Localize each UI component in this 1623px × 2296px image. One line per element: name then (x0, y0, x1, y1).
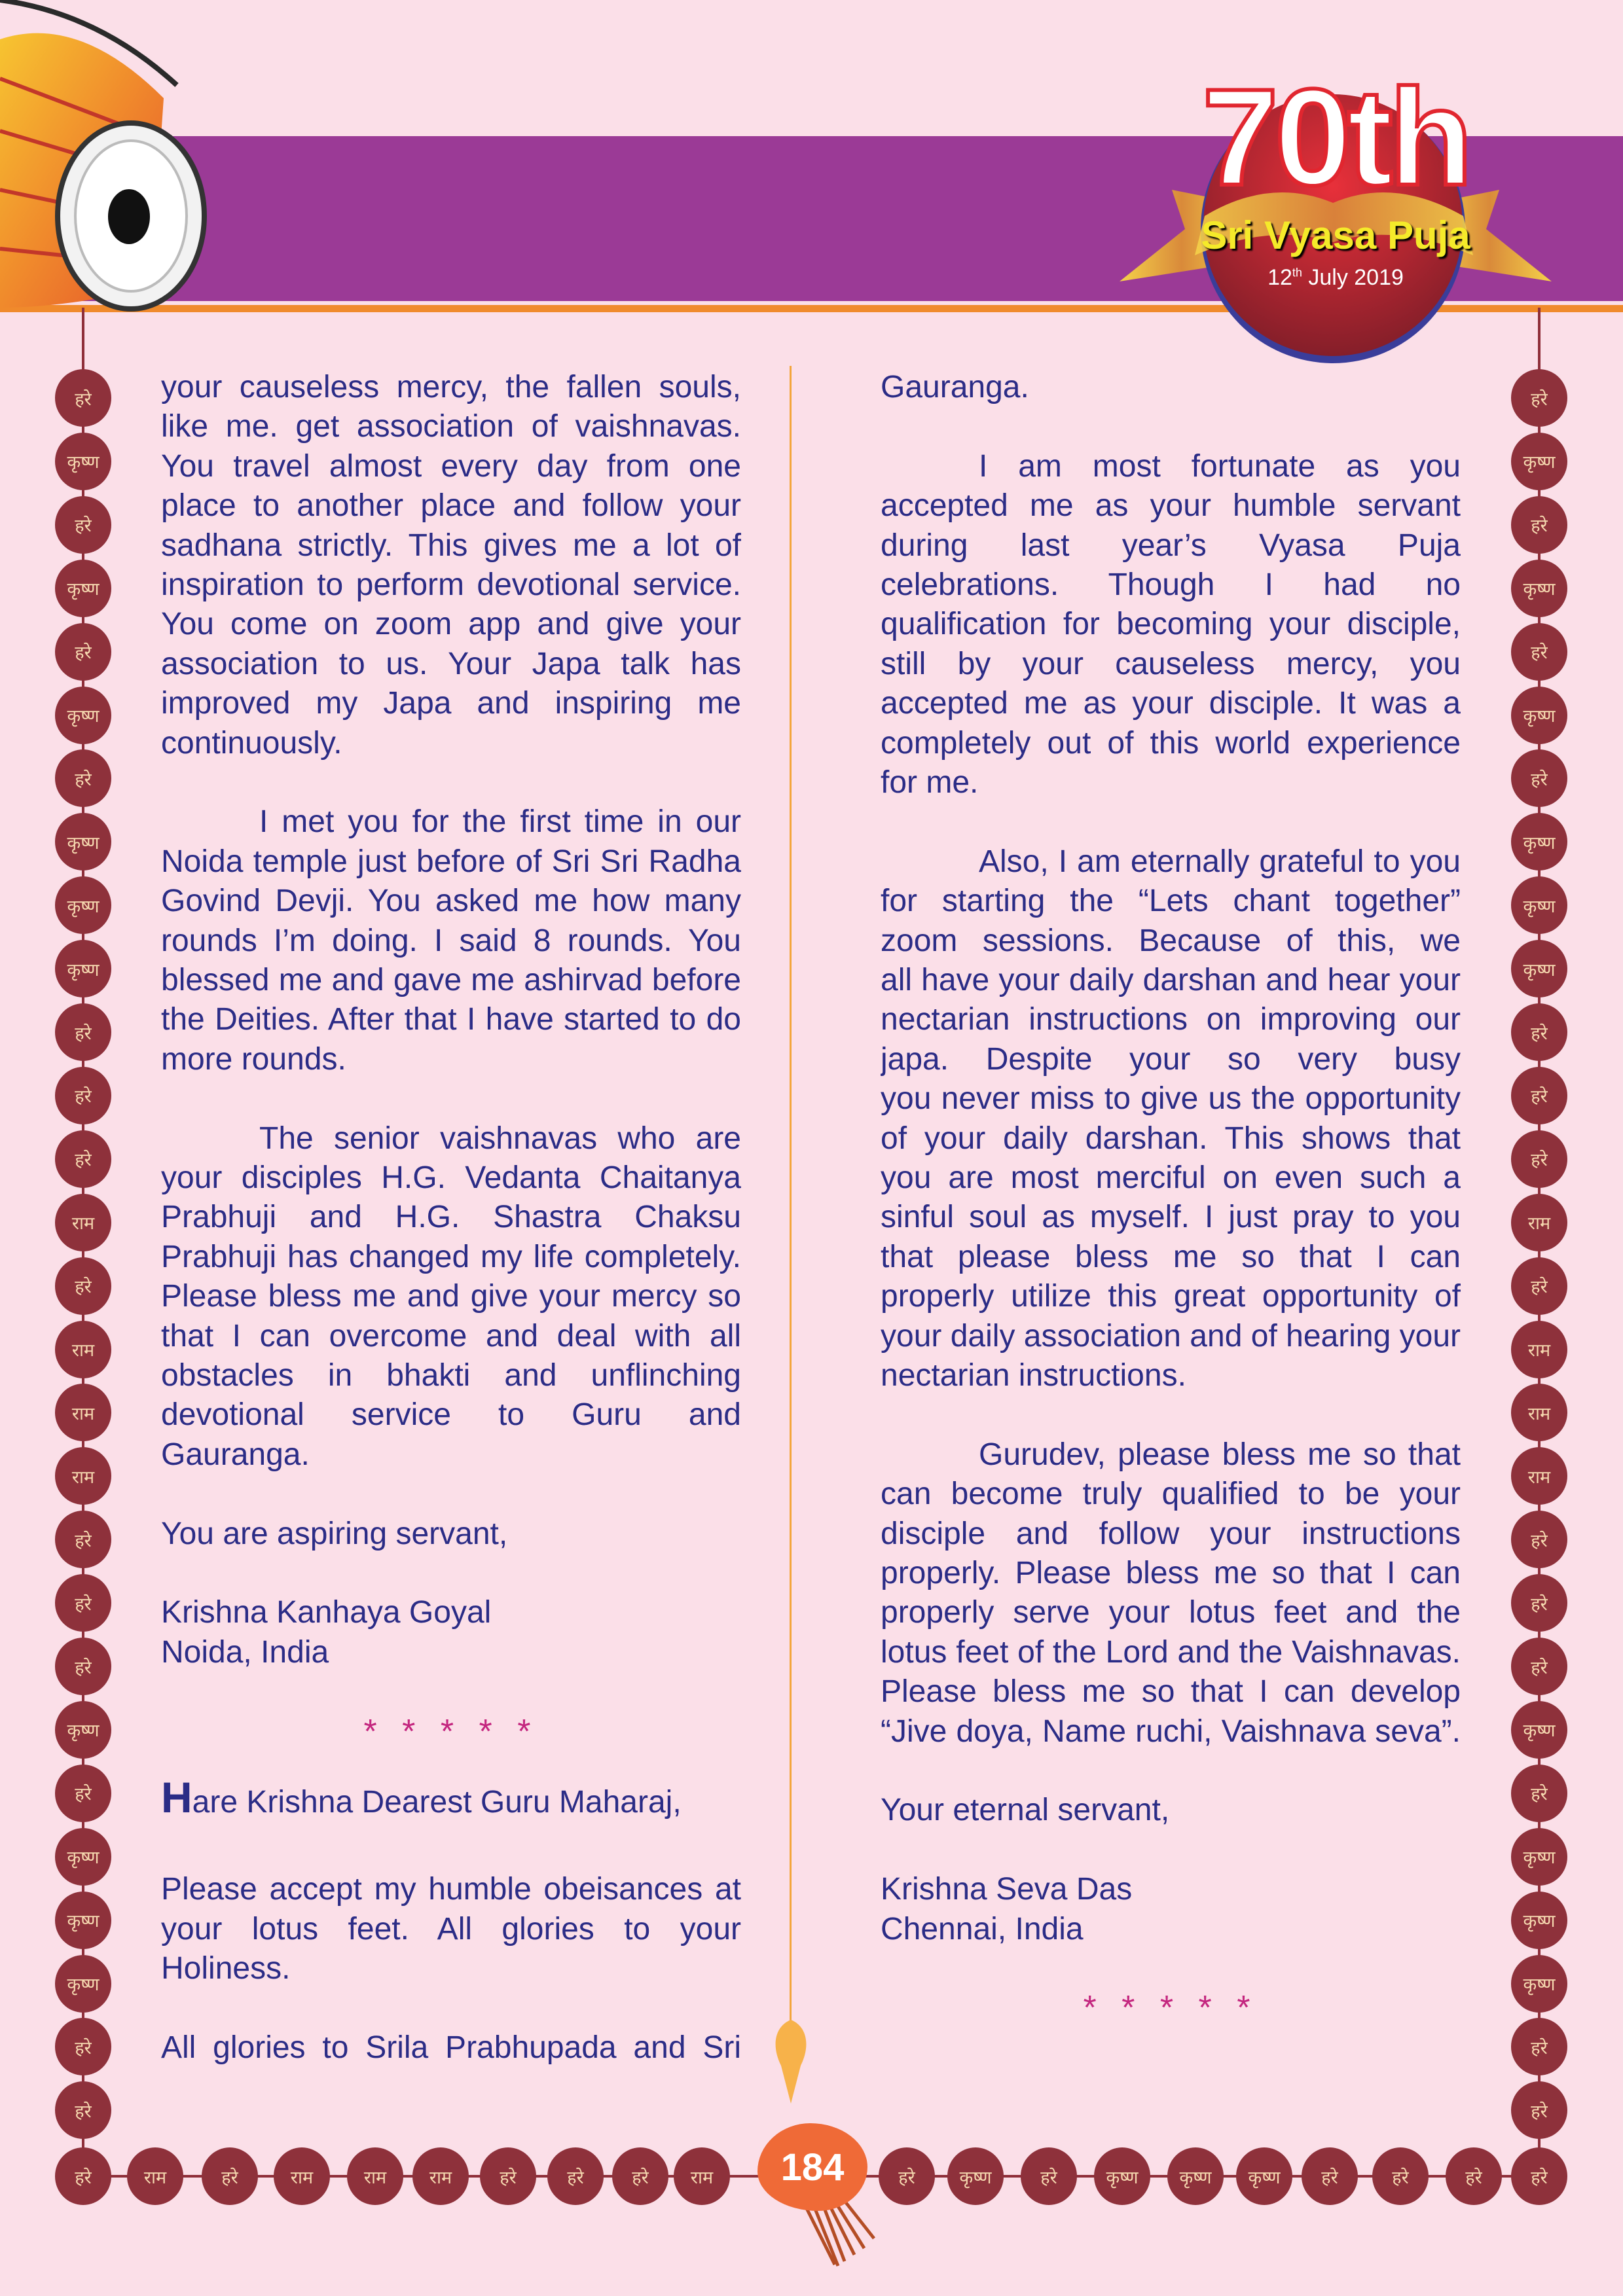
text-line: place to another place and follow your (161, 488, 741, 524)
text-line: Gauranga. (161, 1437, 310, 1472)
bead: कृष्ण (1511, 433, 1567, 490)
text-line: obstacles in bhakti and unflinching (161, 1358, 741, 1393)
text-line: Please bless me and give your mercy so (161, 1279, 741, 1314)
text-line: Please accept my humble obeisances at (161, 1872, 741, 1907)
text-line: like me. get association of vaishnavas. (161, 409, 741, 444)
bead: राम (1511, 1447, 1567, 1505)
bead: हरे (879, 2147, 935, 2205)
text-line: Gurudev, please bless me so that (979, 1437, 1461, 1472)
text-line: the Deities. After that I have started to do (161, 1002, 741, 1037)
bead: कृष्ण (1511, 687, 1567, 744)
bead: हरे (55, 369, 111, 427)
section-separator-stars: * * * * * (363, 1712, 539, 1751)
bead: कृष्ण (1094, 2147, 1150, 2205)
text-line: association to us. Your Japa talk has (161, 646, 741, 681)
text-line: you never miss to give us the opportunity (881, 1081, 1461, 1117)
text-line: for starting the “Lets chant together” (881, 884, 1461, 919)
bead: कृष्ण (1511, 1701, 1567, 1759)
bead: राम (1511, 1321, 1567, 1378)
section-separator-stars: * * * * * (1083, 1989, 1258, 2028)
text-line: Chennai, India (881, 1911, 1084, 1946)
bead: हरे (55, 1003, 111, 1061)
bead: हरे (55, 1067, 111, 1124)
text-line: Also, I am eternally grateful to you (979, 844, 1461, 879)
logo-date-day: 12 (1267, 265, 1292, 290)
bead: हरे (1511, 369, 1567, 427)
bead: कृष्ण (1167, 2147, 1224, 2205)
bead: राम (55, 1321, 111, 1378)
text-line: nectarian instructions. (881, 1358, 1186, 1393)
bead: हरे (55, 2147, 111, 2205)
bead: कृष्ण (55, 1828, 111, 1886)
bead: हरे (547, 2147, 604, 2205)
text-line: your daily association and of hearing your (881, 1318, 1461, 1354)
bead: कृष्ण (1511, 560, 1567, 617)
bead: राम (674, 2147, 730, 2205)
text-line: devotional service to Guru and (161, 1397, 741, 1433)
text-line: disciple and follow your instructions (881, 1516, 1461, 1551)
bead: कृष्ण (55, 1892, 111, 1949)
bead: कृष्ण (55, 1701, 111, 1759)
bead: कृष्ण (1236, 2147, 1292, 2205)
bead: हरे (612, 2147, 668, 2205)
text-line: accepted me as your humble servant (881, 488, 1461, 524)
bead: कृष्ण (55, 1955, 111, 2013)
bead: हरे (1511, 496, 1567, 554)
teardrop-ornament-icon (771, 2020, 811, 2105)
text-line: properly. Please bless me so that I can (881, 1556, 1461, 1590)
bead: हरे (55, 2081, 111, 2139)
text-line: more rounds. (161, 1041, 346, 1077)
bead: राम (55, 1447, 111, 1505)
bead: हरे (55, 1574, 111, 1632)
bead: हरे (480, 2147, 536, 2205)
text-line: qualification for becoming your disciple, (881, 607, 1461, 642)
bead: राम (1511, 1384, 1567, 1441)
text-line: Govind Devji. You asked me how many (161, 884, 741, 919)
text-line: your causeless mercy, the fallen souls, (161, 370, 741, 404)
text-line: rounds I’m doing. I said 8 rounds. You (161, 923, 741, 958)
bead: हरे (55, 1765, 111, 1822)
text-line: sadhana strictly. This gives me a lot of (161, 528, 741, 563)
bead: हरे (1511, 1067, 1567, 1124)
bead: कृष्ण (55, 876, 111, 934)
anniversary-logo (1106, 60, 1565, 367)
text-line: You come on zoom app and give your (161, 607, 741, 642)
bead: राम (127, 2147, 183, 2205)
page-number: 184 (757, 2123, 867, 2211)
bead: कृष्ण (1511, 1828, 1567, 1886)
text-line: Noida, India (161, 1634, 329, 1670)
text-line: completely out of this world experience (881, 725, 1461, 761)
bead: राम (412, 2147, 469, 2205)
bead: हरे (55, 1257, 111, 1315)
bead: हरे (1021, 2147, 1077, 2205)
logo-date-rest: July 2019 (1302, 265, 1404, 290)
bead: हरे (55, 2018, 111, 2075)
mridanga-drum-icon (0, 0, 216, 327)
logo-title: Sri Vyasa Puja (1201, 213, 1470, 257)
text-line: for me. (881, 765, 979, 800)
text-line: zoom sessions. Because of this, we (881, 923, 1461, 958)
bead: राम (55, 1194, 111, 1251)
text-line: You travel almost every day from one (161, 448, 741, 484)
logo-date-sup: th (1292, 266, 1302, 279)
bead: हरे (1446, 2147, 1502, 2205)
bead: हरे (1511, 1130, 1567, 1188)
bead: हरे (55, 496, 111, 554)
text-line: sinful soul as myself. I just pray to you (881, 1200, 1461, 1235)
bead: हरे (1511, 1003, 1567, 1061)
bead: हरे (55, 1130, 111, 1188)
bead: कृष्ण (947, 2147, 1004, 2205)
bead: हरे (55, 623, 111, 681)
bead: कृष्ण (1511, 1955, 1567, 2013)
bead: कृष्ण (55, 940, 111, 997)
text-line: All glories to Srila Prabhupada and Sri (161, 2030, 741, 2065)
bead: हरे (55, 1638, 111, 1695)
text-line: all have your daily darshan and hear your (881, 963, 1461, 997)
text-line: during last year’s Vyasa Puja (881, 528, 1461, 563)
bead: हरे (1511, 2147, 1567, 2205)
text-line: The senior vaishnavas who are (259, 1121, 741, 1156)
text-line: your disciples H.G. Vedanta Chaitanya (161, 1160, 741, 1195)
bead: कृष्ण (55, 813, 111, 870)
text-line: I met you for the first time in our (259, 804, 741, 840)
bead: हरे (55, 749, 111, 807)
text-line: Krishna Seva Das (881, 1872, 1133, 1907)
text-line: celebrations. Though I had no (881, 567, 1461, 602)
heading-rest: are Krishna Dearest Guru Maharaj, (192, 1785, 682, 1820)
bead: हरे (1302, 2147, 1358, 2205)
text-line: Prabhuji and H.G. Shastra Chaksu (161, 1200, 741, 1235)
column-divider (790, 366, 792, 2022)
text-line: continuously. (161, 725, 342, 761)
bead: कृष्ण (55, 560, 111, 617)
bead: हरे (1511, 623, 1567, 681)
bead: राम (1511, 1194, 1567, 1251)
bead: हरे (1372, 2147, 1429, 2205)
bead: हरे (1511, 1765, 1567, 1822)
text-line: properly utilize this great opportunity of (881, 1279, 1461, 1314)
text-line: inspiration to perform devotional service. (161, 567, 741, 602)
text-line: Gauranga. (881, 370, 1029, 404)
text-line: improved my Japa and inspiring me (161, 686, 741, 721)
drop-cap: H (161, 1773, 192, 1822)
bead: हरे (55, 1511, 111, 1568)
text-line: nectarian instructions on improving our (881, 1002, 1461, 1037)
text-line: Your eternal servant, (881, 1793, 1170, 1828)
text-line: properly serve your lotus feet and the (881, 1595, 1461, 1630)
logo-date (1106, 265, 1565, 291)
text-line: you are most merciful on even such a (881, 1160, 1461, 1195)
bead: हरे (1511, 1511, 1567, 1568)
bead: कृष्ण (1511, 876, 1567, 934)
bead: हरे (202, 2147, 258, 2205)
bead: हरे (1511, 1257, 1567, 1315)
text-line: blessed me and gave me ashirvad before (161, 963, 741, 997)
bead: हरे (1511, 2081, 1567, 2139)
text-line: Holiness. (161, 1951, 291, 1986)
bead: कृष्ण (1511, 1892, 1567, 1949)
bead: कृष्ण (55, 433, 111, 490)
text-line: your lotus feet. All glories to your (161, 1911, 741, 1946)
text-line: Please bless me so that I can develop (881, 1674, 1461, 1710)
text-line: that please bless me so that I can (881, 1239, 1461, 1274)
logo-number: 70th (1202, 60, 1469, 214)
text-line: japa. Despite your so very busy (881, 1041, 1461, 1077)
text-line: accepted me as your disciple. It was a (881, 686, 1461, 721)
bead: राम (347, 2147, 403, 2205)
bead: राम (55, 1384, 111, 1441)
text-line: that I can overcome and deal with all (161, 1318, 741, 1354)
text-line: still by your causeless mercy, you (881, 646, 1461, 681)
text-line: You are aspiring servant, (161, 1516, 508, 1551)
bead: कृष्ण (1511, 940, 1567, 997)
bead: राम (274, 2147, 330, 2205)
bead: कृष्ण (1511, 813, 1567, 870)
text-line: Prabhuji has changed my life completely. (161, 1239, 741, 1274)
text-line: Noida temple just before of Sri Sri Radha (161, 844, 741, 879)
bead: हरे (1511, 749, 1567, 807)
bead: हरे (1511, 2018, 1567, 2075)
bead: हरे (1511, 1574, 1567, 1632)
text-line: “Jive doya, Name ruchi, Vaishnava seva”. (881, 1713, 1461, 1749)
text-line: can become truly qualified to be your (881, 1477, 1461, 1512)
text-line: I am most fortunate as you (979, 448, 1461, 484)
text-line: Krishna Kanhaya Goyal (161, 1595, 492, 1630)
bead: कृष्ण (55, 687, 111, 744)
bead: हरे (1511, 1638, 1567, 1695)
salutation-heading (161, 1773, 741, 1822)
text-line: of your daily darshan. This shows that (881, 1121, 1461, 1156)
text-line: lotus feet of the Lord and the Vaishnavas. (881, 1634, 1461, 1670)
